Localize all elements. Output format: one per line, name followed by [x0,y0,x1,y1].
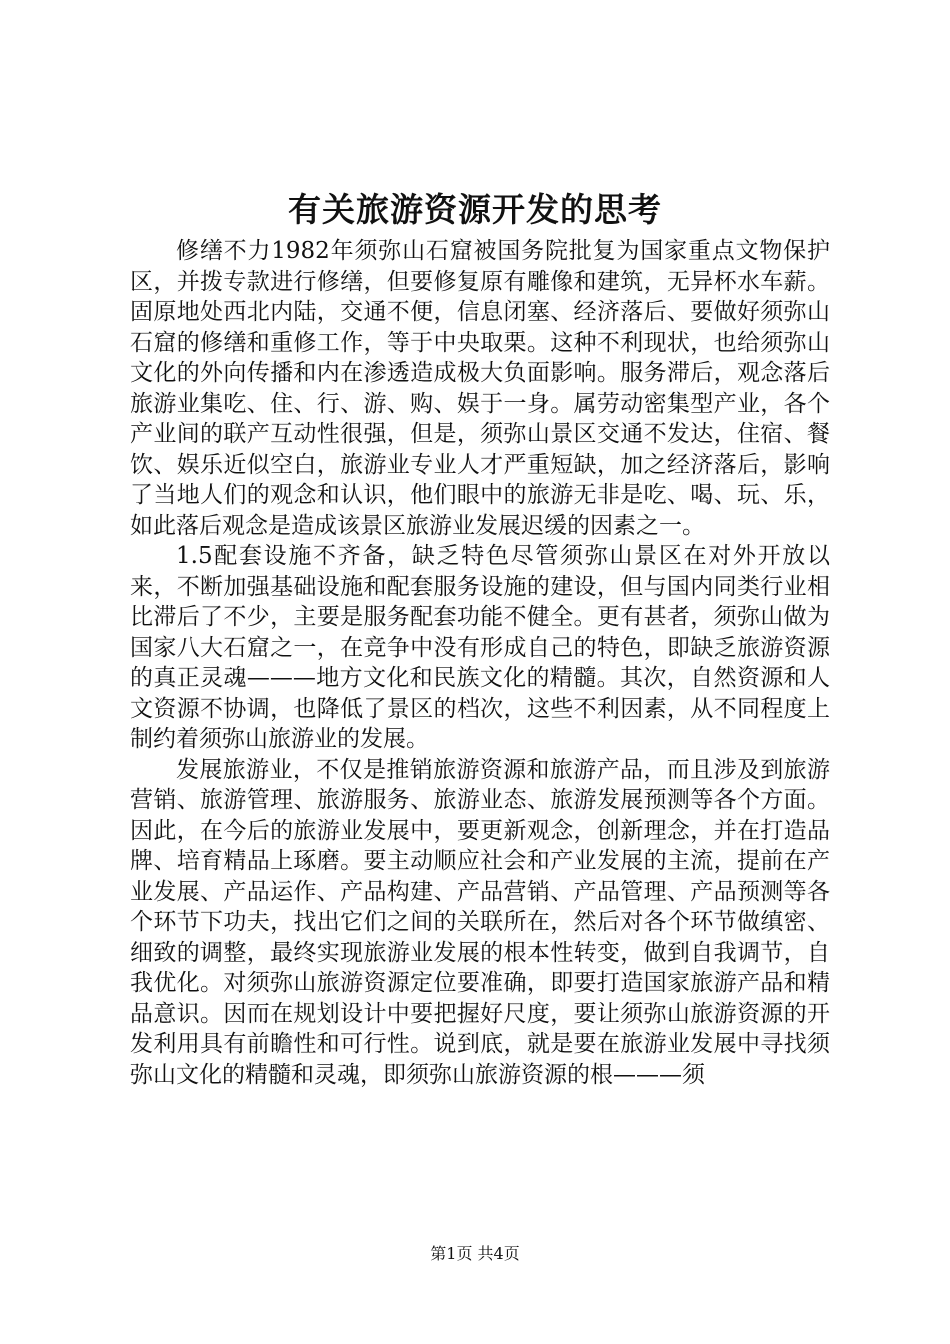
document-title: 有关旅游资源开发的思考 [288,190,662,229]
page-footer: 第1页 共4页 [430,1244,520,1263]
document-body [130,236,830,1090]
paragraph-2: 1.5配套设施不齐备，缺乏特色尽管须弥山景区在对外开放以来，不断加强基础设施和配套服务设施的建设，但与国内同类行业相比滞后了不少，主要是服务配套功能不健全。更有甚者，须弥山做为国家八大石窟之一，在竞争中没有形成自己的特色，即缺乏旅游资源的真正灵魂———地方文化和民族文化的精髓。其次，自然资源和人文资源不协调，也降低了景区的档次，这些不利因素，从不同程度上制约着须弥山旅游业的发展。 [130,543,830,752]
paragraph-3: 发展旅游业，不仅是推销旅游资源和旅游产品，而且涉及到旅游营销、旅游管理、旅游服务、旅游业态、旅游发展预测等各个方面。因此，在今后的旅游业发展中，要更新观念，创新理念，并在打造品牌、培育精品上琢磨。要主动顺应社会和产业发展的主流，提前在产业发展、产品运作、产品构建、产品营销、产品管理、产品预测等各个环节下功夫，找出它们之间的关联所在，然后对各个环节做缜密、细致的调整，最终实现旅游业发展的根本性转变，做到自我调节，自我优化。对须弥山旅游资源定位要准确，即要打造国家旅游产品和精品意识。因而在规划设计中要把握好尺度，要让须弥山旅游资源的开发利用具有前瞻性和可行性。说到底，就是要在旅游业发展中寻找须弥山文化的精髓和灵魂，即须弥山旅游资源的根———须 [130,756,830,1088]
paragraph-1: 修缮不力1982年须弥山石窟被国务院批复为国家重点文物保护区，并拨专款进行修缮，但要修复原有雕像和建筑，无异杯水车薪。固原地处西北内陆，交通不便，信息闭塞、经济落后、要做好须弥山石窟的修缮和重修工作，等于中央取栗。这种不利现状，也给须弥山文化的外向传播和内在渗透造成极大负面影响。服务滞后，观念落后旅游业集吃、住、行、游、购、娱于一身。属劳动密集型产业，各个产业间的联产互动性很强，但是，须弥山景区交通不发达，住宿、餐饮、娱乐近似空白，旅游业专业人才严重短缺，加之经济落后，影响了当地人们的观念和认识，他们眼中的旅游无非是吃、喝、玩、乐，如此落后观念是造成该景区旅游业发展迟缓的因素之一。 [130,238,830,539]
